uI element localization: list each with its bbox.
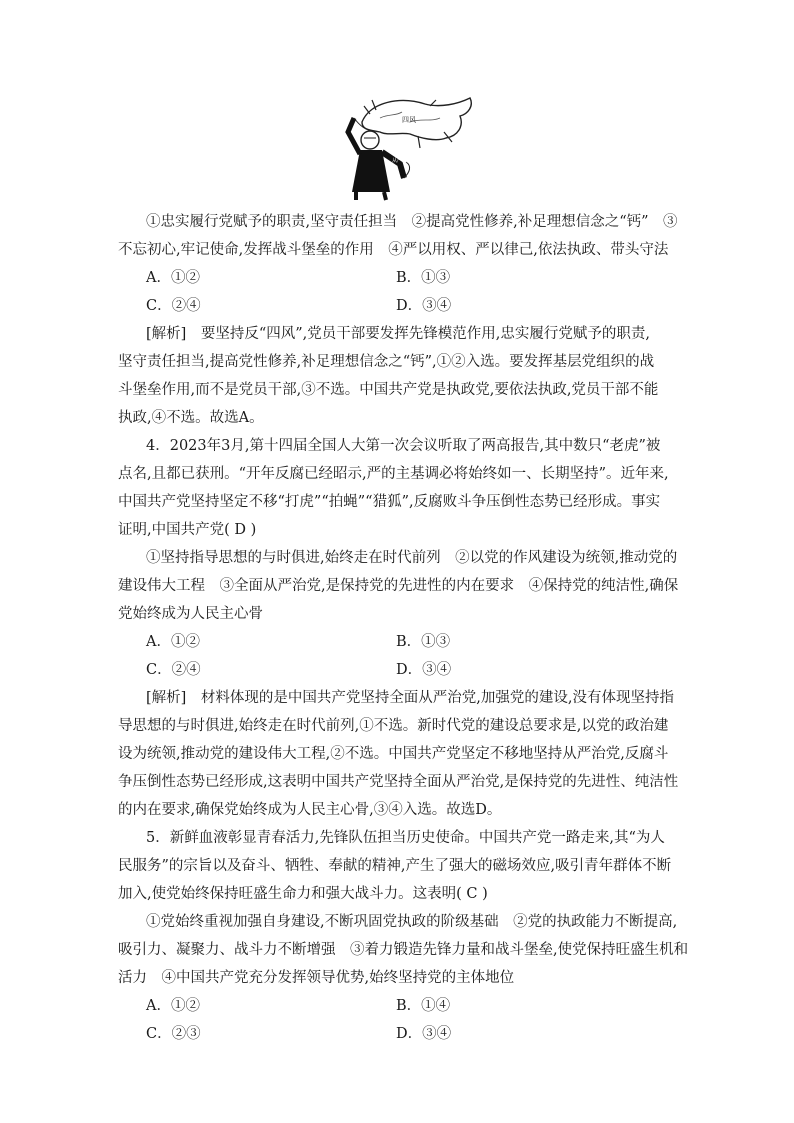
- q4-analysis-line-5: 的内在要求,确保党始终成为人民主心骨,③④入选。故选D。: [118, 802, 502, 818]
- q4-option-d: D．③④: [396, 662, 452, 678]
- q5-option-c: C．②③: [146, 1026, 201, 1042]
- q4-analysis-line-3: 设为统领,推动党的建设伟大工程,②不选。中国共产党坚定不移地坚持从严治党,反腐斗: [118, 746, 669, 762]
- q5-stem-line-2: 民服务”的宗旨以及奋斗、牺牲、奉献的精神,产生了强大的磁场效应,吸引青年群体不断: [118, 858, 672, 874]
- q5-option-d: D．③④: [396, 1026, 452, 1042]
- q4-choice-line-3: 党始终成为人民主心骨: [118, 606, 263, 622]
- q5-stem-line-1: 5．新鲜血液彰显青春活力,先锋队伍担当历史使命。中国共产党一路走来,其“为人: [146, 830, 665, 846]
- q3-stem-line-2: 不忘初心,牢记使命,发挥战斗堡垒的作用 ④严以用权、严以律己,依法执政、带头守法: [118, 242, 669, 258]
- leash-label: 从严治党: [392, 158, 413, 164]
- q4-analysis-line-1: [解析] 材料体现的是中国共产党坚持全面从严治党,加强党的建设,没有体现坚持指: [146, 690, 675, 706]
- q3-analysis-line-2: 坚守责任担当,提高党性修养,补足理想信念之“钙”,①②入选。要发挥基层党组织的战: [118, 354, 655, 370]
- q3-option-c: C．②④: [146, 298, 201, 314]
- q4-stem-line-4: 证明,中国共产党( D ): [118, 522, 257, 538]
- q3-analysis-line-4: 执政,④不选。故选A。: [118, 410, 264, 426]
- q3-option-a: A．①②: [146, 270, 200, 286]
- q3-analysis-line-1: [解析] 要坚持反“四风”,党员干部要发挥先锋模范作用,忠实履行党赋予的职责,: [146, 326, 650, 342]
- dog-label: 四风: [402, 116, 416, 124]
- q3-stem-line-1: ①忠实履行党赋予的职责,坚守责任担当 ②提高党性修养,补足理想信念之“钙” ③: [146, 214, 678, 230]
- q5-choice-line-2: 吸引力、凝聚力、战斗力不断增强 ③着力锻造先锋力量和战斗堡垒,使党保持旺盛生机和: [118, 942, 689, 958]
- q4-choice-line-1: ①坚持指导思想的与时俱进,始终走在时代前列 ②以党的作风建设为统领,推动党的: [146, 550, 678, 566]
- q4-stem-line-1: 4．2023年3月,第十四届全国人大第一次会议听取了两高报告,其中数只“老虎”被: [146, 438, 661, 454]
- q4-stem-line-3: 中国共产党坚持坚定不移“打虎”“拍蝇”“猎狐”,反腐败斗争压倒性态势已经形成。事实: [118, 494, 661, 510]
- q4-analysis-line-2: 导思想的与时俱进,始终走在时代前列,①不选。新时代党的建设总要求是,以党的政治建: [118, 718, 669, 734]
- q5-stem-line-3: 加入,使党始终保持旺盛生命力和强大战斗力。这表明( C ): [118, 886, 488, 902]
- q4-option-b: B．①③: [396, 634, 451, 650]
- q4-choice-line-2: 建设伟大工程 ③全面从严治党,是保持党的先进性的内在要求 ④保持党的纯洁性,确保: [118, 578, 679, 594]
- q4-option-a: A．①②: [146, 634, 200, 650]
- cartoon-illustration: [340, 92, 480, 202]
- q3-analysis-line-3: 斗堡垒作用,而不是党员干部,③不选。中国共产党是执政党,要依法执政,党员干部不能: [118, 382, 659, 398]
- q5-option-a: A．①②: [146, 998, 200, 1014]
- q3-option-d: D．③④: [396, 298, 452, 314]
- q4-option-c: C．②④: [146, 662, 201, 678]
- q3-option-b: B．①③: [396, 270, 451, 286]
- q4-analysis-line-4: 争压倒性态势已经形成,这表明中国共产党坚持全面从严治党,是保持党的先进性、纯洁性: [118, 774, 679, 790]
- q4-stem-line-2: 点名,且都已获刑。“开年反腐已经昭示,严的主基调必将始终如一、长期坚持”。近年来,: [118, 466, 669, 482]
- q5-option-b: B．①④: [396, 998, 451, 1014]
- q5-choice-line-1: ①党始终重视加强自身建设,不断巩固党执政的阶级基础 ②党的执政能力不断提高,: [146, 914, 678, 930]
- q5-choice-line-3: 活力 ④中国共产党充分发挥领导优势,始终坚持党的主体地位: [118, 970, 515, 986]
